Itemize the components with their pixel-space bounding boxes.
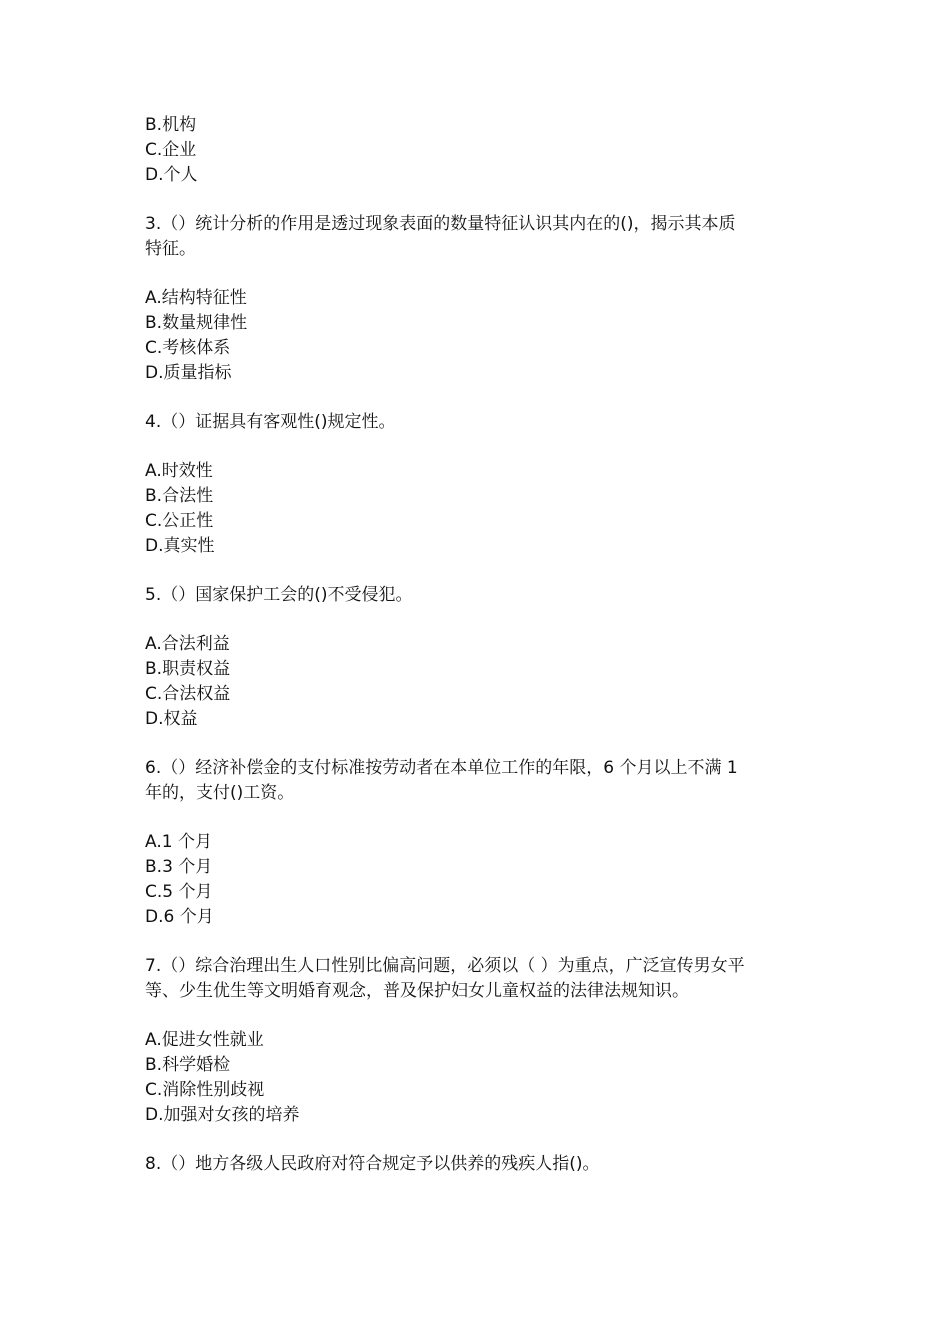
question-stem-line: 4.（）证据具有客观性()规定性。 xyxy=(145,412,396,432)
option-b: B.职责权益 xyxy=(145,659,231,679)
option-a: A.促进女性就业 xyxy=(145,1030,264,1050)
question-stem-line: 5.（）国家保护工会的()不受侵犯。 xyxy=(145,585,413,605)
option-d: D.个人 xyxy=(145,165,198,185)
question-4 xyxy=(145,410,825,559)
question-5 xyxy=(145,583,825,732)
question-stem-line: 7.（）综合治理出生人口性别比偏高问题，必须以（ ）为重点，广泛宣传男女平 xyxy=(145,956,745,976)
option-b: B.科学婚检 xyxy=(145,1055,231,1075)
option-c: C.考核体系 xyxy=(145,338,231,358)
question-stem-line: 特征。 xyxy=(145,239,196,259)
option-b: B.3 个月 xyxy=(145,857,213,877)
option-d: D.质量指标 xyxy=(145,363,232,383)
question-7 xyxy=(145,954,825,1128)
question-stem-line: 年的，支付()工资。 xyxy=(145,783,295,803)
option-c: C.企业 xyxy=(145,140,197,160)
carryover-options xyxy=(145,113,825,188)
question-stem-line: 6.（）经济补偿金的支付标准按劳动者在本单位工作的年限，6 个月以上不满 1 xyxy=(145,758,738,778)
option-d: D.6 个月 xyxy=(145,907,214,927)
option-d: D.权益 xyxy=(145,709,198,729)
option-c: C.5 个月 xyxy=(145,882,213,902)
question-3 xyxy=(145,212,825,386)
option-c: C.合法权益 xyxy=(145,684,231,704)
question-8 xyxy=(145,1152,825,1177)
question-6 xyxy=(145,756,825,930)
option-b: B.机构 xyxy=(145,115,197,135)
option-a: A.结构特征性 xyxy=(145,288,247,308)
option-a: A.合法利益 xyxy=(145,634,230,654)
question-stem-line: 等、少生优生等文明婚育观念，普及保护妇女儿童权益的法律法规知识。 xyxy=(145,981,689,1001)
option-a: A.时效性 xyxy=(145,461,213,481)
option-c: C.消除性别歧视 xyxy=(145,1080,265,1100)
option-d: D.加强对女孩的培养 xyxy=(145,1105,300,1125)
option-d: D.真实性 xyxy=(145,536,215,556)
option-b: B.数量规律性 xyxy=(145,313,248,333)
option-b: B.合法性 xyxy=(145,486,214,506)
question-stem-line: 3.（）统计分析的作用是透过现象表面的数量特征认识其内在的()，揭示其本质 xyxy=(145,214,736,234)
question-stem-line: 8.（）地方各级人民政府对符合规定予以供养的残疾人指()。 xyxy=(145,1154,600,1174)
document-page xyxy=(145,113,825,1177)
option-a: A.1 个月 xyxy=(145,832,212,852)
option-c: C.公正性 xyxy=(145,511,214,531)
